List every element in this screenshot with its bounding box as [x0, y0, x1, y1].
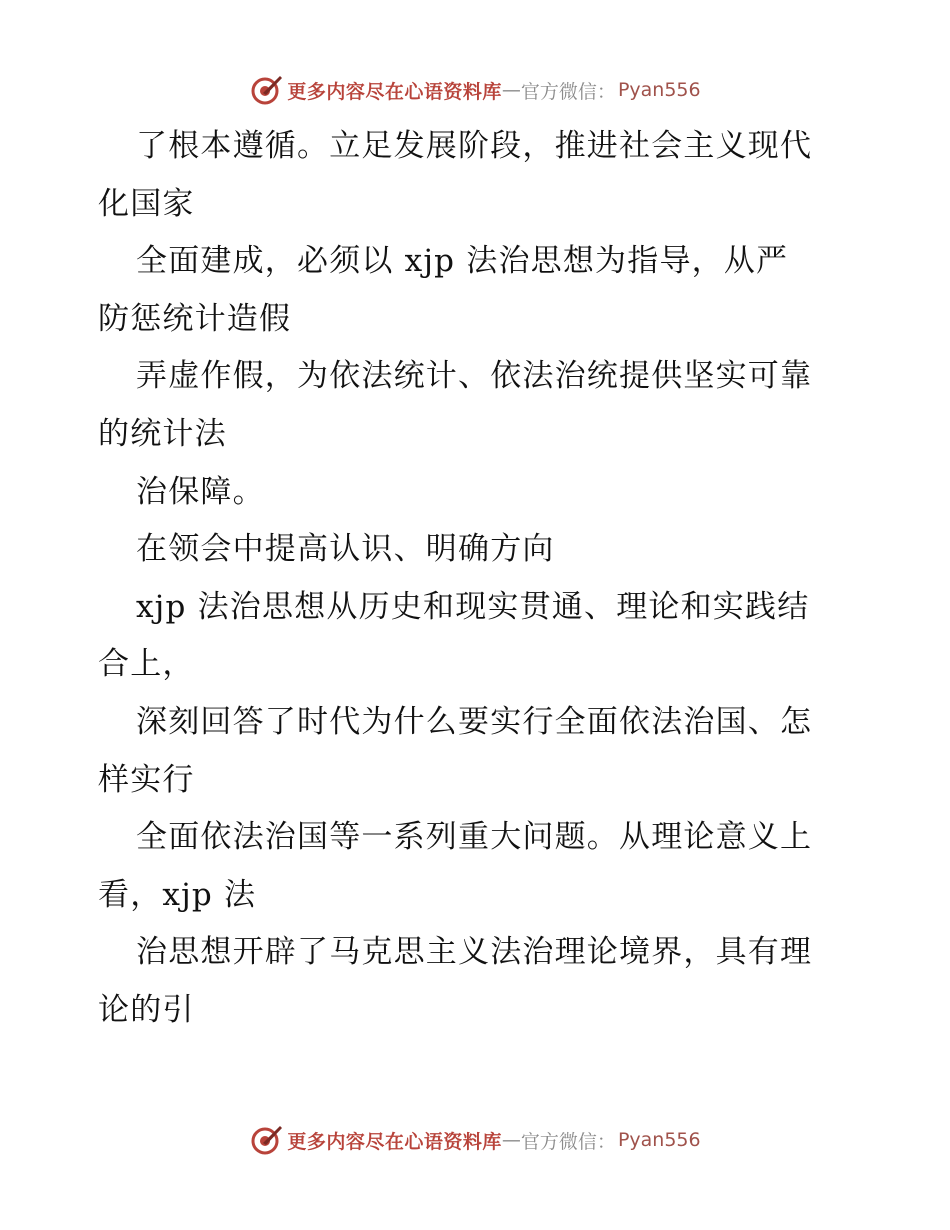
banner-wechat-id: Pyan556	[617, 79, 701, 101]
banner-title: 更多内容尽在心语资料库	[287, 1130, 502, 1153]
text-line: xjp 法治思想从历史和现实贯通、理论和实践结	[136, 588, 810, 625]
banner-separator: —	[501, 79, 521, 101]
text-line: 论的引	[98, 991, 195, 1028]
text-line: 弄虚作假，为依法统计、依法治统提供坚实可靠	[136, 358, 813, 395]
footer-watermark-banner	[0, 1118, 950, 1162]
text-line: 合上，	[98, 646, 195, 683]
text-line: 样实行	[98, 761, 195, 798]
banner-separator: —	[501, 1129, 521, 1151]
text-line: 防惩统计造假	[98, 300, 292, 337]
text-line: 治保障。	[136, 473, 265, 510]
text-line: 看，xjp 法	[98, 876, 257, 913]
quill-pen-logo-icon	[249, 1123, 283, 1157]
banner-wechat-label: 官方微信：	[520, 80, 616, 103]
banner-wechat-id: Pyan556	[617, 1129, 701, 1151]
text-line: 全面建成，必须以 xjp 法治思想为指导，从严	[136, 243, 789, 280]
header-watermark-banner	[0, 68, 950, 112]
banner-wechat-label: 官方微信：	[520, 1130, 616, 1153]
text-line: 全面依法治国等一系列重大问题。从理论意义上	[136, 819, 813, 856]
banner-title: 更多内容尽在心语资料库	[287, 80, 502, 103]
text-line: 化国家	[98, 185, 195, 222]
text-line: 治思想开辟了马克思主义法治理论境界，具有理	[136, 934, 813, 971]
text-line: 深刻回答了时代为什么要实行全面依法治国、怎	[136, 703, 813, 740]
text-line: 的统计法	[98, 415, 227, 452]
text-line: 了根本遵循。立足发展阶段，推进社会主义现代	[136, 128, 813, 164]
document-body	[98, 118, 858, 1040]
text-line: 在领会中提高认识、明确方向	[136, 531, 555, 568]
quill-pen-logo-icon	[249, 73, 283, 107]
